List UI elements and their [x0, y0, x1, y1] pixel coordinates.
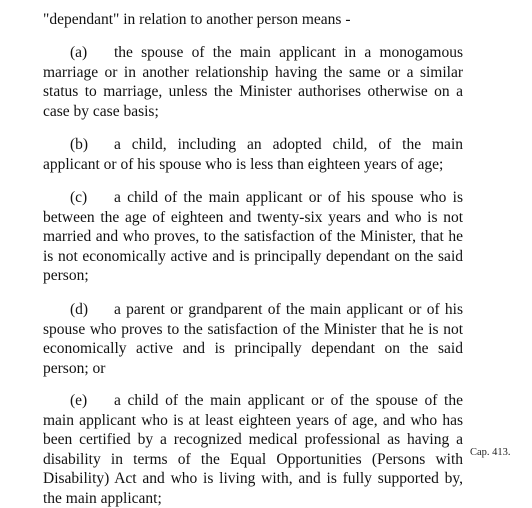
clause-c-text: a child of the main applicant or of his spouse who is between the age of eighteen and twenty-six years and who is not married and who proves, to the satisfaction of the Minister, that he is not economically active and is principally dependant on the said person;: [43, 189, 463, 284]
clause-e: [43, 391, 463, 508]
clause-e-text: a child of the main applicant or of the spouse of the main applicant who is at least eighteen years of age, and who has been certified by a recognized medical professional as having a disability in terms of the Equal Opportunities (Persons with Disability) Act and who is living with, and is fully supported by, the main applicant;: [43, 392, 463, 507]
clause-c: [43, 188, 463, 286]
clause-d-label: (d): [70, 301, 89, 318]
definition-heading: "dependant" in relation to another person means -: [43, 11, 351, 28]
clause-a-label: (a): [70, 44, 88, 61]
clause-d-text: a parent or grandparent of the main applicant or of his spouse who proves to the satisfaction of the Minister that he is not economically active and is principally dependant on the said person; or: [43, 301, 463, 377]
margin-note-cap: Cap. 413.: [470, 447, 511, 458]
clause-a-text: the spouse of the main applicant in a monogamous marriage or in another relationship having the same or a similar status to marriage, unless the Minister authorises otherwise on a case by case basis;: [43, 44, 463, 120]
clause-a: [43, 43, 463, 121]
clause-b-label: (b): [70, 136, 89, 153]
clause-b-text: a child, including an adopted child, of the main applicant or of his spouse who is less than eighteen years of age;: [43, 136, 463, 173]
clause-e-label: (e): [70, 392, 88, 409]
clause-b: [43, 135, 463, 174]
clause-c-label: (c): [70, 189, 88, 206]
clause-d: [43, 300, 463, 378]
